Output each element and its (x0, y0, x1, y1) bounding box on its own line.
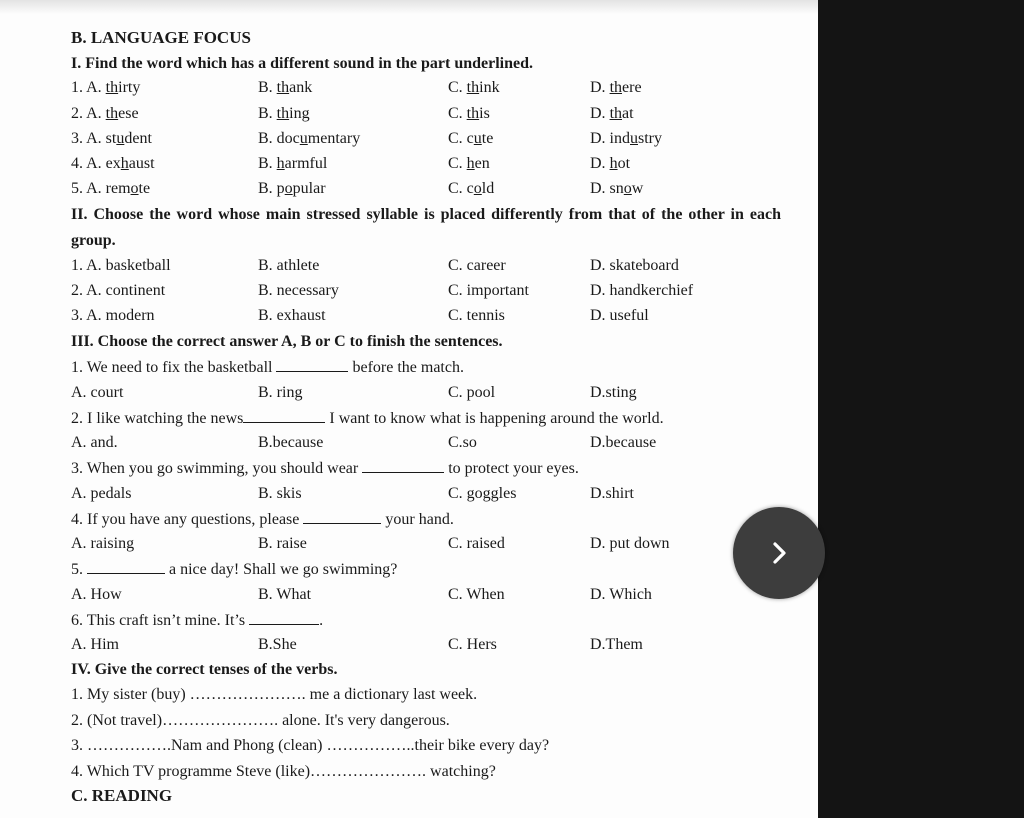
q2-option-b: B.because (258, 434, 324, 451)
q4-option-c: C. raised (448, 535, 505, 552)
part1-option-a: 2. A. these (71, 105, 139, 122)
part1-option-c: C. think (448, 79, 500, 96)
section-b-title: B. LANGUAGE FOCUS (71, 28, 251, 47)
part1-option-a: 4. A. exhaust (71, 155, 155, 172)
part3-title: III. Choose the correct answer A, B or C to finish the sentences. (71, 333, 503, 350)
q3-option-d: D.shirt (590, 485, 634, 502)
part2-option-b: B. athlete (258, 257, 320, 274)
part2-option-c: C. career (448, 257, 506, 274)
q1-option-c: C. pool (448, 384, 496, 401)
part1-option-c: C. cold (448, 180, 495, 197)
q2-option-a: A. and. (71, 434, 118, 451)
part1-option-b: B. harmful (258, 155, 328, 172)
question-3: 3. When you go swimming, you should wear to protect your eyes. (71, 460, 579, 477)
viewer-side-panel (818, 0, 1024, 818)
q1-option-b: B. ring (258, 384, 303, 401)
part2-option-a: 3. A. modern (71, 307, 155, 324)
answer-blank (249, 610, 319, 625)
q4-option-a: A. raising (71, 535, 135, 552)
q5-option-d: D. Which (590, 586, 652, 603)
q4-option-b: B. raise (258, 535, 307, 552)
part1-option-d: D. there (590, 79, 642, 96)
q5-option-a: A. How (71, 586, 122, 603)
part4-line-3: 3. …………….Nam and Phong (clean) ……………..their bike every day? (71, 737, 550, 754)
q5-option-b: B. What (258, 586, 312, 603)
q3-option-a: A. pedals (71, 485, 132, 502)
part1-option-c: C. hen (448, 155, 490, 172)
part2-option-c: C. important (448, 282, 529, 299)
answer-blank (276, 357, 348, 372)
part1-option-c: C. this (448, 105, 490, 122)
part2-option-d: D. useful (590, 307, 649, 324)
q6-option-c: C. Hers (448, 636, 497, 653)
answer-blank (87, 559, 165, 574)
section-c-title: C. READING (71, 786, 173, 805)
answer-blank (303, 509, 381, 524)
question-2: 2. I like watching the news I want to know what is happening around the world. (71, 410, 664, 427)
answer-blank (362, 458, 444, 473)
q2-option-d: D.because (590, 434, 657, 451)
question-6: 6. This craft isn’t mine. It’s . (71, 612, 324, 629)
question-1: 1. We need to fix the basketball before the match. (71, 359, 464, 376)
part1-option-b: B. thing (258, 105, 310, 122)
part1-option-d: D. hot (590, 155, 631, 172)
q6-option-b: B.She (258, 636, 297, 653)
part2-option-d: D. skateboard (590, 257, 679, 274)
part2-option-b: B. necessary (258, 282, 339, 299)
part2-option-d: D. handkerchief (590, 282, 694, 299)
question-5: 5. a nice day! Shall we go swimming? (71, 561, 398, 578)
part1-option-d: D. snow (590, 180, 644, 197)
q6-option-a: A. Him (71, 636, 119, 653)
q5-option-c: C. When (448, 586, 505, 603)
q6-option-d: D.Them (590, 636, 643, 653)
part1-option-a: 3. A. student (71, 130, 152, 147)
part1-option-b: B. documentary (258, 130, 361, 147)
next-page-button[interactable] (733, 507, 825, 599)
part2-option-a: 2. A. continent (71, 282, 166, 299)
q3-option-b: B. skis (258, 485, 302, 502)
part1-title: I. Find the word which has a different sound in the part underlined. (71, 55, 533, 72)
part1-option-d: D. industry (590, 130, 662, 147)
part2-option-a: 1. A. basketball (71, 257, 171, 274)
part1-option-d: D. that (590, 105, 634, 122)
part2-option-c: C. tennis (448, 307, 505, 324)
part4-title: IV. Give the correct tenses of the verbs. (71, 661, 338, 678)
q1-option-a: A. court (71, 384, 124, 401)
part4-line-2: 2. (Not travel)…………………. alone. It's very dangerous. (71, 712, 450, 729)
question-4: 4. If you have any questions, please your hand. (71, 511, 454, 528)
answer-blank (243, 408, 325, 423)
q4-option-d: D. put down (590, 535, 670, 552)
chevron-right-icon (764, 538, 794, 568)
part1-option-a: 1. A. thirty (71, 79, 141, 96)
part1-option-b: B. popular (258, 180, 326, 197)
part4-line-4: 4. Which TV programme Steve (like)…………………. watching? (71, 763, 496, 780)
part1-option-c: C. cute (448, 130, 494, 147)
part1-option-a: 5. A. remote (71, 180, 151, 197)
part4-line-1: 1. My sister (buy) …………………. me a dictionary last week. (71, 686, 478, 703)
q3-option-c: C. goggles (448, 485, 517, 502)
q1-option-d: D.sting (590, 384, 637, 401)
part2-option-b: B. exhaust (258, 307, 326, 324)
part2-title: II. Choose the word whose main stressed syllable is placed differently from that of the other in each group. (71, 206, 781, 249)
q2-option-c: C.so (448, 434, 477, 451)
part1-option-b: B. thank (258, 79, 313, 96)
